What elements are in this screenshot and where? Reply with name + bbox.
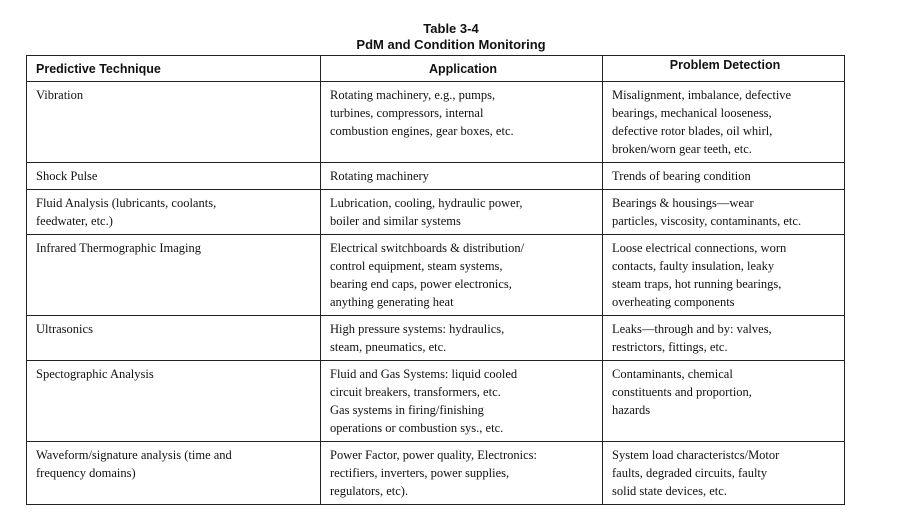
- cell-problem-detection: [603, 316, 845, 361]
- cell-problem-detection: [603, 190, 845, 235]
- cell-text: Power Factor, power quality, Electronics: rectifiers, inverters, power supplies, regulators, etc).: [330, 448, 537, 498]
- cell-text: Contaminants, chemical constituents and proportion, hazards: [612, 367, 752, 417]
- cell-application: [321, 82, 603, 163]
- cell-application: [321, 163, 603, 190]
- table-row-spectographic-analysis: [27, 361, 845, 442]
- cell-technique: [27, 442, 321, 505]
- cell-text: Rotating machinery: [330, 169, 429, 183]
- cell-text: Waveform/signature analysis (time and frequency domains): [36, 448, 232, 480]
- cell-application: [321, 316, 603, 361]
- cell-text: Ultrasonics: [36, 322, 93, 336]
- cell-technique: [27, 190, 321, 235]
- cell-problem-detection: [603, 235, 845, 316]
- cell-application: [321, 190, 603, 235]
- cell-application: [321, 442, 603, 505]
- cell-problem-detection: [603, 442, 845, 505]
- table-header-row: [27, 56, 845, 82]
- cell-problem-detection: [603, 82, 845, 163]
- table-row-infrared-thermographic-imaging: [27, 235, 845, 316]
- cell-problem-detection: [603, 163, 845, 190]
- cell-text: Bearings & housings—wear particles, viscosity, contaminants, etc.: [612, 196, 802, 228]
- cell-text: Trends of bearing condition: [612, 169, 751, 183]
- cell-text: Shock Pulse: [36, 169, 98, 183]
- table-row-waveform-signature-analysis: [27, 442, 845, 505]
- cell-text: Electrical switchboards & distribution/ control equipment, steam systems, bearing end caps, power electronics, anything generating heat: [330, 241, 525, 309]
- cell-text: Rotating machinery, e.g., pumps, turbines, compressors, internal combustion engines, gear boxes, etc.: [330, 88, 514, 138]
- cell-application: [321, 235, 603, 316]
- header-application: Application: [321, 56, 603, 82]
- cell-text: Infrared Thermographic Imaging: [36, 241, 201, 255]
- table-row-fluid-analysis: [27, 190, 845, 235]
- table-row-ultrasonics: [27, 316, 845, 361]
- cell-application: [321, 361, 603, 442]
- cell-text: Vibration: [36, 88, 84, 102]
- table-title: PdM and Condition Monitoring: [356, 37, 546, 52]
- cell-technique: [27, 82, 321, 163]
- cell-technique: [27, 235, 321, 316]
- header-predictive-technique: Predictive Technique: [27, 56, 321, 82]
- table-row-shock-pulse: [27, 163, 845, 190]
- cell-technique: [27, 316, 321, 361]
- cell-text: Fluid and Gas Systems: liquid cooled circuit breakers, transformers, etc. Gas systems in firing/finishing operations or combustion sys., etc.: [330, 367, 518, 435]
- table-row-vibration: [27, 82, 845, 163]
- cell-text: System load characteristcs/Motor faults, degraded circuits, faulty solid state devices, etc.: [612, 448, 780, 498]
- cell-text: Misalignment, imbalance, defective bearings, mechanical looseness, defective rotor blades, oil whirl, broken/worn gear teeth, etc.: [612, 88, 792, 156]
- table-number: Table 3-4: [423, 21, 479, 36]
- cell-text: Lubrication, cooling, hydraulic power, boiler and similar systems: [330, 196, 523, 228]
- cell-text: Leaks—through and by: valves, restrictors, fittings, etc.: [612, 322, 772, 354]
- cell-text: Loose electrical connections, worn contacts, faulty insulation, leaky steam traps, hot running bearings, overheating components: [612, 241, 787, 309]
- cell-text: High pressure systems: hydraulics, steam, pneumatics, etc.: [330, 322, 505, 354]
- cell-problem-detection: [603, 361, 845, 442]
- pdm-condition-monitoring-table: [26, 55, 845, 505]
- cell-text: Fluid Analysis (lubricants, coolants, feedwater, etc.): [36, 196, 217, 228]
- header-problem-detection: Problem Detection: [603, 56, 845, 82]
- cell-text: Spectographic Analysis: [36, 367, 154, 381]
- cell-technique: [27, 163, 321, 190]
- cell-technique: [27, 361, 321, 442]
